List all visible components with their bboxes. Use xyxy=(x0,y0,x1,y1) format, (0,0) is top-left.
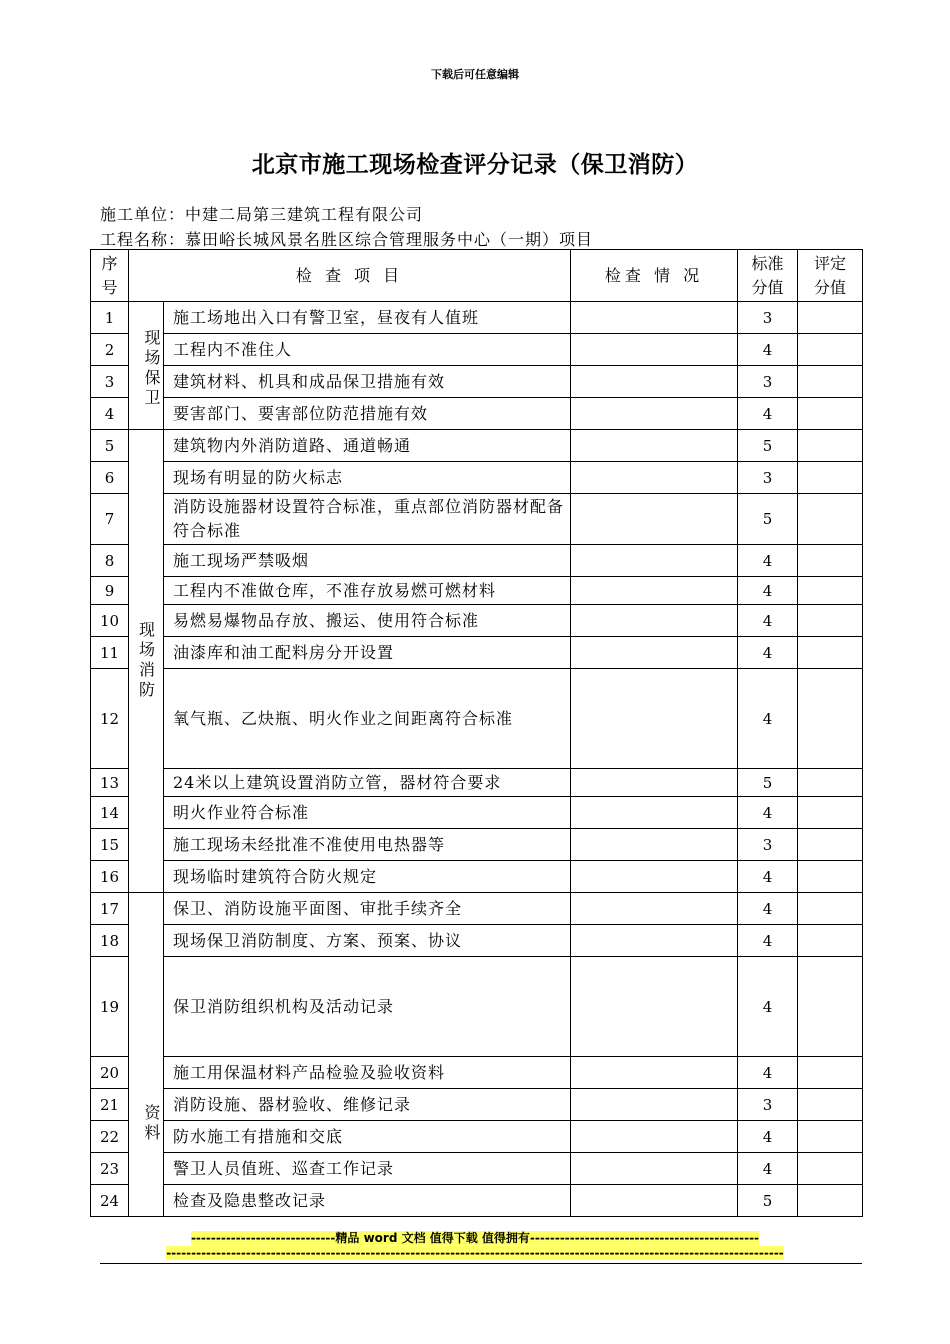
rated-score-cell[interactable] xyxy=(798,302,863,334)
row-number: 13 xyxy=(91,769,129,797)
table-row xyxy=(91,430,863,462)
inspection-status-cell[interactable] xyxy=(571,462,738,494)
table-row xyxy=(91,398,863,430)
standard-score: 4 xyxy=(738,893,798,925)
inspection-status-cell[interactable] xyxy=(571,334,738,366)
header-standard-score: 标准分值 xyxy=(738,250,798,302)
standard-score: 4 xyxy=(738,1121,798,1153)
rated-score-cell[interactable] xyxy=(798,577,863,605)
standard-score: 3 xyxy=(738,829,798,861)
row-number: 5 xyxy=(91,430,129,462)
inspection-status-cell[interactable] xyxy=(571,925,738,957)
row-number: 3 xyxy=(91,366,129,398)
project-name: 工程名称：慕田峪长城风景名胜区综合管理服务中心（一期）项目 xyxy=(100,230,594,249)
row-number: 18 xyxy=(91,925,129,957)
table-row xyxy=(91,1121,863,1153)
bottom-rule xyxy=(100,1263,862,1264)
inspection-status-cell[interactable] xyxy=(571,366,738,398)
rated-score-cell[interactable] xyxy=(798,605,863,637)
standard-score: 4 xyxy=(738,925,798,957)
rated-score-cell[interactable] xyxy=(798,1057,863,1089)
inspection-item: 现场有明显的防火标志 xyxy=(164,462,571,494)
row-number: 16 xyxy=(91,861,129,893)
header-note: 下载后可任意编辑 xyxy=(431,68,519,81)
footer-banner xyxy=(0,1231,950,1245)
inspection-status-cell[interactable] xyxy=(571,577,738,605)
inspection-status-cell[interactable] xyxy=(571,398,738,430)
standard-score: 4 xyxy=(738,861,798,893)
row-number: 19 xyxy=(91,957,129,1057)
inspection-item: 24米以上建筑设置消防立管，器材符合要求 xyxy=(164,769,571,797)
inspection-item: 消防设施、器材验收、维修记录 xyxy=(164,1089,571,1121)
row-number: 15 xyxy=(91,829,129,861)
rated-score-cell[interactable] xyxy=(798,462,863,494)
standard-score: 3 xyxy=(738,366,798,398)
standard-score: 4 xyxy=(738,669,798,769)
rated-score-cell[interactable] xyxy=(798,494,863,545)
row-number: 21 xyxy=(91,1089,129,1121)
category-label: 现场消防 xyxy=(129,430,164,893)
row-number: 4 xyxy=(91,398,129,430)
rated-score-cell[interactable] xyxy=(798,366,863,398)
row-number: 8 xyxy=(91,545,129,577)
row-number: 1 xyxy=(91,302,129,334)
table-row xyxy=(91,1153,863,1185)
rated-score-cell[interactable] xyxy=(798,797,863,829)
row-number: 12 xyxy=(91,669,129,769)
inspection-status-cell[interactable] xyxy=(571,302,738,334)
inspection-status-cell[interactable] xyxy=(571,605,738,637)
inspection-status-cell[interactable] xyxy=(571,1121,738,1153)
table-row xyxy=(91,366,863,398)
rated-score-cell[interactable] xyxy=(798,669,863,769)
row-number: 6 xyxy=(91,462,129,494)
standard-score: 4 xyxy=(738,957,798,1057)
standard-score: 3 xyxy=(738,302,798,334)
inspection-item: 工程内不准住人 xyxy=(164,334,571,366)
rated-score-cell[interactable] xyxy=(798,334,863,366)
footer-dashes-text: ---------------------------------------------------------------------------------------------------------------------------- xyxy=(166,1246,784,1260)
standard-score: 4 xyxy=(738,605,798,637)
inspection-status-cell[interactable] xyxy=(571,637,738,669)
standard-score: 4 xyxy=(738,797,798,829)
table-row xyxy=(91,1057,863,1089)
inspection-status-cell[interactable] xyxy=(571,893,738,925)
standard-score: 3 xyxy=(738,462,798,494)
category-label: 资料 xyxy=(129,893,164,1217)
inspection-item: 建筑材料、机具和成品保卫措施有效 xyxy=(164,366,571,398)
table-row xyxy=(91,494,863,545)
row-number: 9 xyxy=(91,577,129,605)
inspection-status-cell[interactable] xyxy=(571,769,738,797)
row-number: 24 xyxy=(91,1185,129,1217)
row-number: 7 xyxy=(91,494,129,545)
construction-unit: 施工单位：中建二局第三建筑工程有限公司 xyxy=(100,205,424,224)
rated-score-cell[interactable] xyxy=(798,829,863,861)
inspection-item: 警卫人员值班、巡查工作记录 xyxy=(164,1153,571,1185)
inspection-status-cell[interactable] xyxy=(571,797,738,829)
standard-score: 5 xyxy=(738,1185,798,1217)
footer-dashes xyxy=(0,1246,950,1260)
inspection-item: 工程内不准做仓库，不准存放易燃可燃材料 xyxy=(164,577,571,605)
table-row xyxy=(91,302,863,334)
inspection-status-cell[interactable] xyxy=(571,494,738,545)
table-row xyxy=(91,861,863,893)
inspection-item: 施工现场严禁吸烟 xyxy=(164,545,571,577)
standard-score: 5 xyxy=(738,769,798,797)
inspection-item: 易燃易爆物品存放、搬运、使用符合标准 xyxy=(164,605,571,637)
row-number: 20 xyxy=(91,1057,129,1089)
table-row xyxy=(91,669,863,769)
table-row xyxy=(91,769,863,797)
table-row xyxy=(91,637,863,669)
rated-score-cell[interactable] xyxy=(798,1185,863,1217)
rated-score-cell[interactable] xyxy=(798,925,863,957)
inspection-status-cell[interactable] xyxy=(571,1089,738,1121)
inspection-status-cell[interactable] xyxy=(571,1057,738,1089)
row-number: 10 xyxy=(91,605,129,637)
category-label: 现场保卫 xyxy=(129,302,164,430)
inspection-status-cell[interactable] xyxy=(571,545,738,577)
inspection-item: 消防设施器材设置符合标准，重点部位消防器材配备符合标准 xyxy=(164,494,571,545)
standard-score: 4 xyxy=(738,334,798,366)
inspection-status-cell[interactable] xyxy=(571,829,738,861)
inspection-table xyxy=(90,249,863,1217)
footer-banner-text: -----------------------------精品 word 文档 值得下载 值得拥有---------------------------------------------- xyxy=(190,1231,760,1245)
table-row xyxy=(91,334,863,366)
header-no: 序号 xyxy=(91,250,129,302)
header-item: 检 查 项 目 xyxy=(129,250,571,302)
table-row xyxy=(91,605,863,637)
inspection-item: 油漆库和油工配料房分开设置 xyxy=(164,637,571,669)
table-row xyxy=(91,1185,863,1217)
inspection-item: 施工场地出入口有警卫室，昼夜有人值班 xyxy=(164,302,571,334)
inspection-item: 防水施工有措施和交底 xyxy=(164,1121,571,1153)
rated-score-cell[interactable] xyxy=(798,957,863,1057)
row-number: 23 xyxy=(91,1153,129,1185)
inspection-item: 现场保卫消防制度、方案、预案、协议 xyxy=(164,925,571,957)
inspection-status-cell[interactable] xyxy=(571,1153,738,1185)
rated-score-cell[interactable] xyxy=(798,430,863,462)
inspection-item: 现场临时建筑符合防火规定 xyxy=(164,861,571,893)
standard-score: 5 xyxy=(738,494,798,545)
table-row xyxy=(91,797,863,829)
rated-score-cell[interactable] xyxy=(798,893,863,925)
inspection-item: 明火作业符合标准 xyxy=(164,797,571,829)
standard-score: 4 xyxy=(738,1153,798,1185)
table-row xyxy=(91,577,863,605)
rated-score-cell[interactable] xyxy=(798,1153,863,1185)
rated-score-cell[interactable] xyxy=(798,1089,863,1121)
row-number: 11 xyxy=(91,637,129,669)
standard-score: 4 xyxy=(738,1057,798,1089)
row-number: 22 xyxy=(91,1121,129,1153)
inspection-item: 保卫消防组织机构及活动记录 xyxy=(164,957,571,1057)
inspection-item: 建筑物内外消防道路、通道畅通 xyxy=(164,430,571,462)
table-row xyxy=(91,893,863,925)
inspection-item: 检查及隐患整改记录 xyxy=(164,1185,571,1217)
table-row xyxy=(91,462,863,494)
standard-score: 5 xyxy=(738,430,798,462)
standard-score: 4 xyxy=(738,545,798,577)
standard-score: 4 xyxy=(738,577,798,605)
table-row xyxy=(91,545,863,577)
inspection-status-cell[interactable] xyxy=(571,430,738,462)
table-row xyxy=(91,925,863,957)
page-title: 北京市施工现场检查评分记录（保卫消防） xyxy=(251,152,699,178)
inspection-item: 保卫、消防设施平面图、审批手续齐全 xyxy=(164,893,571,925)
row-number: 17 xyxy=(91,893,129,925)
inspection-status-cell[interactable] xyxy=(571,957,738,1057)
rated-score-cell[interactable] xyxy=(798,398,863,430)
inspection-item: 要害部门、要害部位防范措施有效 xyxy=(164,398,571,430)
inspection-item: 施工用保温材料产品检验及验收资料 xyxy=(164,1057,571,1089)
table-row xyxy=(91,1089,863,1121)
standard-score: 4 xyxy=(738,398,798,430)
rated-score-cell[interactable] xyxy=(798,861,863,893)
rated-score-cell[interactable] xyxy=(798,769,863,797)
inspection-status-cell[interactable] xyxy=(571,669,738,769)
header-status: 检查 情 况 xyxy=(571,250,738,302)
table-row xyxy=(91,957,863,1057)
rated-score-cell[interactable] xyxy=(798,1121,863,1153)
standard-score: 3 xyxy=(738,1089,798,1121)
table-row xyxy=(91,829,863,861)
inspection-item: 施工现场未经批准不准使用电热器等 xyxy=(164,829,571,861)
inspection-status-cell[interactable] xyxy=(571,1185,738,1217)
row-number: 2 xyxy=(91,334,129,366)
inspection-item: 氧气瓶、乙炔瓶、明火作业之间距离符合标准 xyxy=(164,669,571,769)
row-number: 14 xyxy=(91,797,129,829)
inspection-status-cell[interactable] xyxy=(571,861,738,893)
rated-score-cell[interactable] xyxy=(798,545,863,577)
header-rated-score: 评定分值 xyxy=(798,250,863,302)
standard-score: 4 xyxy=(738,637,798,669)
rated-score-cell[interactable] xyxy=(798,637,863,669)
header-row xyxy=(91,250,863,302)
